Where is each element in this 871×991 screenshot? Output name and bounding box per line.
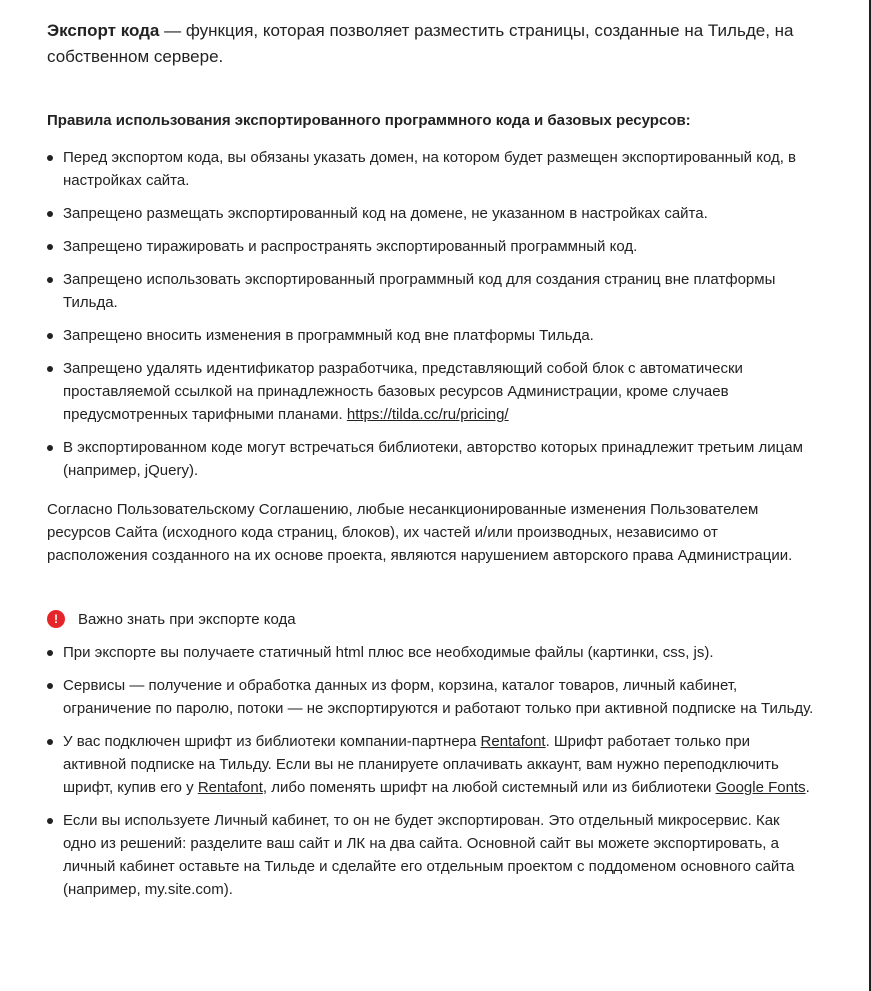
bullet-icon — [47, 445, 53, 451]
list-item — [47, 235, 817, 258]
list-item-text: В экспортированном коде могут встречаться библиотеки, авторство которых принадлежит третьим лицам (например, jQuery). — [63, 439, 803, 479]
list-item-text: Запрещено удалять идентификатор разработчика, представляющий собой блок с автоматически проставляемой ссылкой на принадлежность базовых ресурсов Администрации, кроме случаев предусмотренных тарифными планами. — [63, 360, 743, 423]
list-item-text: Запрещено вносить изменения в программный код вне платформы Тильда. — [63, 327, 594, 344]
bullet-icon — [47, 650, 53, 656]
export-info-content — [47, 18, 817, 901]
list-item-text: , либо поменять шрифт на любой системный или из библиотеки — [262, 779, 716, 796]
bullet-icon — [47, 366, 53, 372]
list-item — [47, 809, 817, 901]
list-item — [47, 641, 817, 664]
list-item — [47, 146, 817, 192]
list-item — [47, 324, 817, 347]
notice-title: Важно знать при экспорте кода — [78, 610, 296, 628]
exclamation-circle-icon: ! — [47, 610, 65, 628]
bullet-icon — [47, 244, 53, 250]
notice-heading — [47, 607, 817, 631]
list-item-text: Если вы используете Личный кабинет, то он не будет экспортирован. Это отдельный микросервис. Как одно из решений: разделите ваш сайт и ЛК на два сайта. Основной сайт вы можете экспортировать, а личный кабинет оставьте на Тильде и сделайте его отдельным проектом с поддоменом основного сайта (например, my.site.com). — [63, 812, 795, 898]
list-item-text: . Шрифт работает только при активной подписке на Тильду. Если вы не планируете оплачивать аккаунт, вам нужно переподключить шрифт, купив его у — [63, 733, 779, 796]
list-item-text: Запрещено использовать экспортированный программный код для создания страниц вне платформы Тильда. — [63, 271, 776, 311]
list-item-text: Сервисы — получение и обработка данных из форм, корзина, каталог товаров, личный кабинет, ограничение по паролю, потоки — не экспортируются и работают только при активной подписке на Тильду. — [63, 677, 814, 717]
list-item-text: Запрещено тиражировать и распространять экспортированный программный код. — [63, 238, 638, 255]
list-item-text: Перед экспортом кода, вы обязаны указать домен, на котором будет размещен экспортированный код, в настройках сайта. — [63, 149, 797, 189]
intro-text: — функция, которая позволяет разместить страницы, созданные на Тильде, на собственном сервере. — [47, 21, 794, 66]
bullet-icon — [47, 333, 53, 339]
google-fonts-link[interactable]: Google Fonts — [715, 779, 806, 796]
list-item — [47, 730, 817, 799]
list-item — [47, 674, 817, 720]
list-item-text: При экспорте вы получаете статичный html плюс все необходимые файлы (картинки, css, js). — [63, 644, 714, 661]
rentafont-link[interactable]: Rentafont — [480, 733, 546, 750]
bullet-icon — [47, 211, 53, 217]
pricing-link[interactable]: https://tilda.cc/ru/pricing/ — [346, 406, 509, 423]
list-item-text: Запрещено размещать экспортированный код на домене, не указанном в настройках сайта. — [63, 205, 708, 222]
bullet-icon — [47, 739, 53, 745]
bullet-icon — [47, 683, 53, 689]
bullet-icon — [47, 155, 53, 161]
list-item — [47, 436, 817, 482]
rules-heading: Правила использования экспортированного программного кода и базовых ресурсов: — [47, 112, 691, 129]
list-item-text: . — [805, 779, 810, 796]
intro-bold-term: Экспорт кода — [47, 21, 160, 40]
rentafont-link[interactable]: Rentafont — [197, 779, 263, 796]
list-item — [47, 202, 817, 225]
bullet-icon — [47, 277, 53, 283]
agreement-paragraph: Согласно Пользовательскому Соглашению, любые несанкционированные изменения Пользователем ресурсов Сайта (исходного кода страниц, блоков), их частей и/или производных, независимо от расположения созданного на их основе проекта, являются нарушением авторского права Администрации. — [47, 501, 793, 564]
bullet-icon — [47, 818, 53, 824]
list-item — [47, 357, 817, 426]
notes-list — [47, 641, 817, 901]
intro-paragraph — [47, 18, 817, 70]
rules-list — [47, 146, 817, 482]
list-item — [47, 268, 817, 314]
list-item-text: У вас подключен шрифт из библиотеки компании-партнера — [63, 733, 481, 750]
